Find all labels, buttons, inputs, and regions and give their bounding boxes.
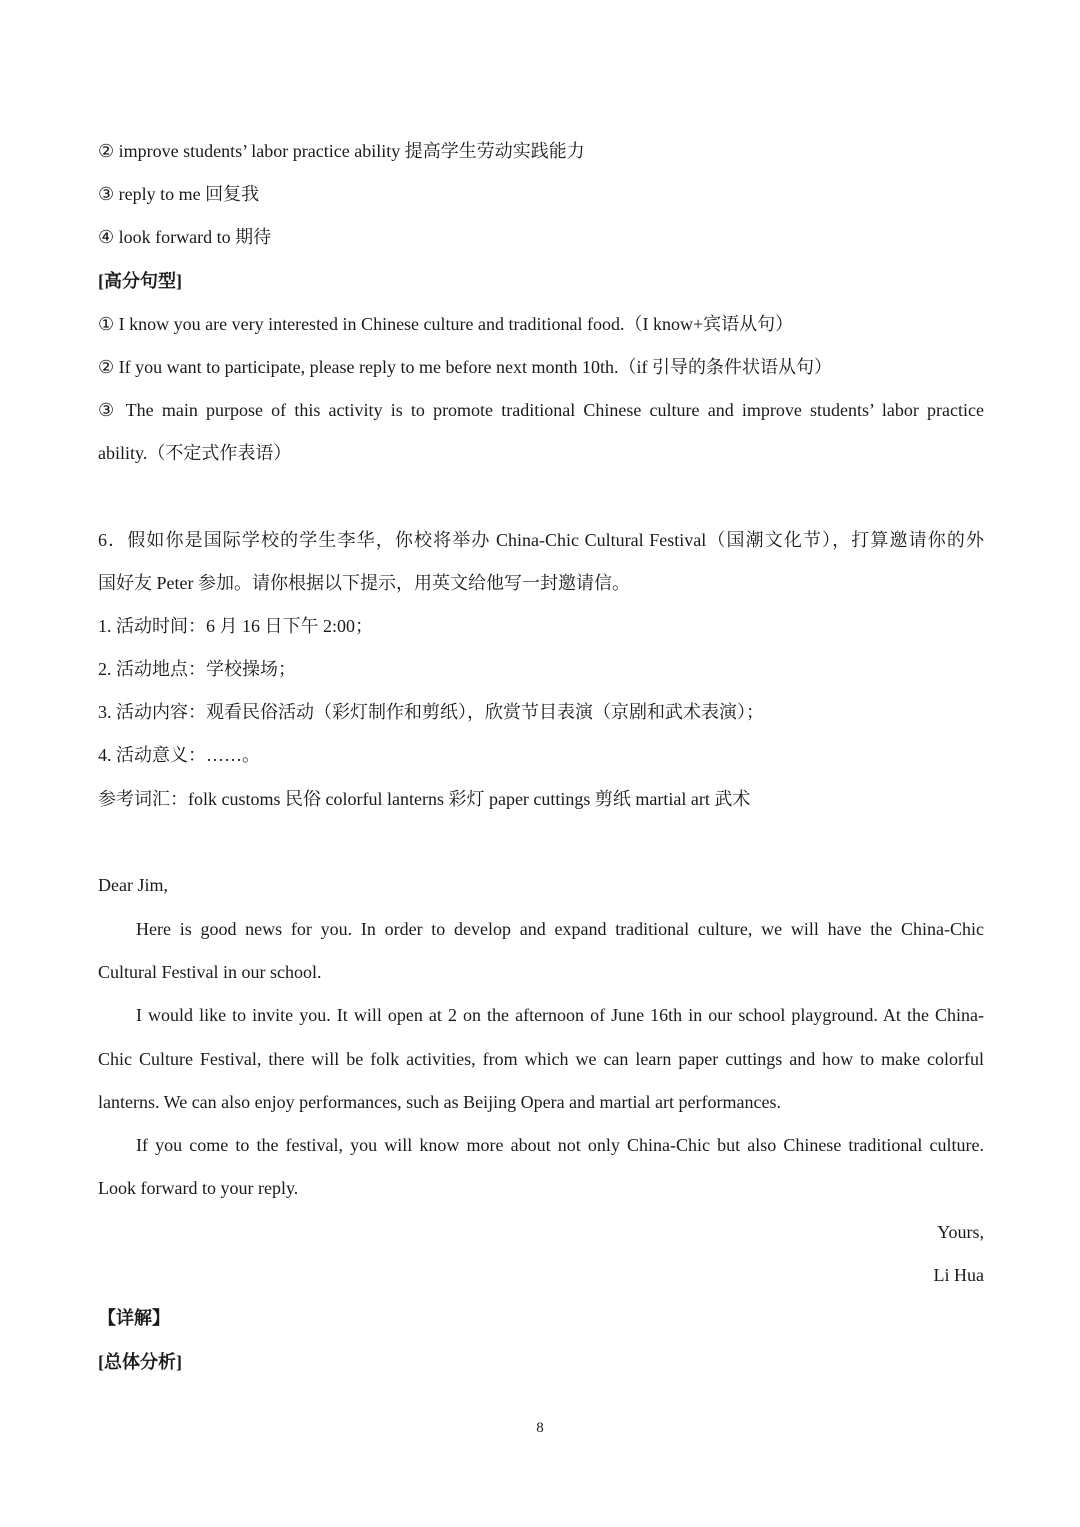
letter-paragraph-2-line-2: Chic Culture Festival, there will be folk activities, from which we can learn paper cuttings and how to make colorful — [98, 1049, 984, 1069]
sentence-pattern-3-line-1: ③ The main purpose of this activity is to promote traditional Chinese culture and improve students’ labor practice — [98, 400, 984, 420]
letter-greeting: Dear Jim, — [98, 875, 168, 895]
sentence-patterns-heading: [高分句型] — [98, 271, 182, 291]
question-point-3: 3. 活动内容：观看民俗活动（彩灯制作和剪纸），欣赏节目表演（京剧和武术表演）； — [98, 702, 764, 722]
letter-paragraph-3-line-1: If you come to the festival, you will know more about not only China-Chic but also Chinese traditional culture. — [136, 1135, 984, 1155]
vocab-item-3: ③ reply to me 回复我 — [98, 184, 260, 204]
question-point-1: 1. 活动时间：6 月 16 日下午 2:00； — [98, 616, 373, 636]
question-prompt-line-1: 6．假如你是国际学校的学生李华，你校将举办 China-Chic Cultural Festival（国潮文化节），打算邀请你的外 — [98, 530, 984, 550]
sentence-pattern-1: ① I know you are very interested in Chinese culture and traditional food.（I know+宾语从句） — [98, 314, 794, 334]
overall-analysis-heading: [总体分析] — [98, 1352, 182, 1372]
reference-vocabulary: 参考词汇：folk customs 民俗 colorful lanterns 彩灯 paper cuttings 剪纸 martial art 武术 — [98, 789, 751, 809]
letter-paragraph-2-line-1: I would like to invite you. It will open at 2 on the afternoon of June 16th in our school playground. At the China- — [136, 1005, 984, 1025]
letter-closing: Yours, — [937, 1222, 984, 1242]
vocab-item-4: ④ look forward to 期待 — [98, 227, 272, 247]
sentence-pattern-3-line-2: ability.（不定式作表语） — [98, 443, 292, 463]
letter-signature: Li Hua — [933, 1265, 984, 1285]
letter-paragraph-3-line-2: Look forward to your reply. — [98, 1178, 299, 1198]
detail-heading: 【详解】 — [98, 1308, 170, 1328]
question-point-2: 2. 活动地点：学校操场； — [98, 659, 296, 679]
sentence-pattern-2: ② If you want to participate, please reply to me before next month 10th.（if 引导的条件状语从句） — [98, 357, 832, 377]
question-point-4: 4. 活动意义：……。 — [98, 745, 260, 765]
vocab-item-2: ② improve students’ labor practice ability 提高学生劳动实践能力 — [98, 141, 585, 161]
question-prompt-line-2: 国好友 Peter 参加。请你根据以下提示，用英文给他写一封邀请信。 — [98, 573, 630, 593]
letter-paragraph-1-line-2: Cultural Festival in our school. — [98, 962, 322, 982]
page-number: 8 — [536, 1420, 544, 1436]
letter-paragraph-1-line-1: Here is good news for you. In order to develop and expand traditional culture, we will have the China-Chic — [136, 919, 984, 939]
letter-paragraph-2-line-3: lanterns. We can also enjoy performances, such as Beijing Opera and martial art performances. — [98, 1092, 781, 1112]
